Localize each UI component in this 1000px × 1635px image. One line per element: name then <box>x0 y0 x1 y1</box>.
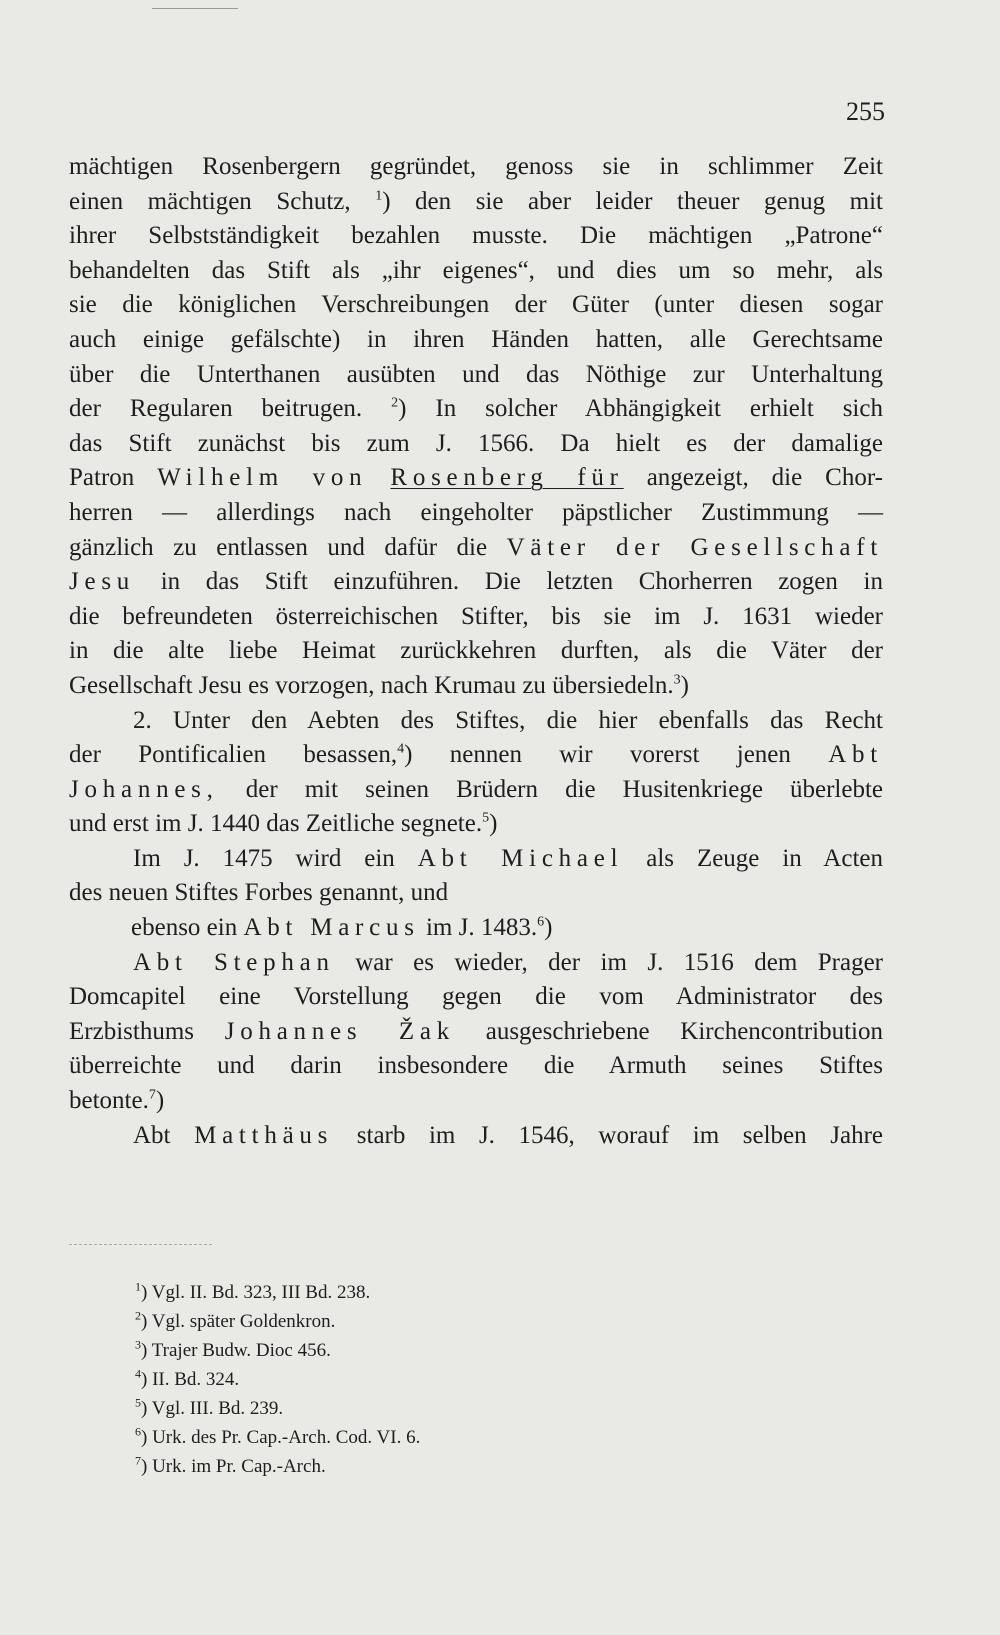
footnote: $^7$) Urk. im Pr. Cap.-Arch. <box>135 1453 326 1477</box>
text-line: herren — allerdings nach eingeholter päpstlicher Zustimmung — <box>69 498 884 526</box>
text-line: gänzlich zu entlassen und dafür die Väter der Gesellschaft <box>69 533 884 561</box>
text-line: behandelten das Stift als „ihr eigenes“, und dies um so mehr, als <box>69 256 883 284</box>
footnote-mark: 4 <box>135 1366 141 1381</box>
text-line: mächtigen Rosenbergern gegründet, genoss sie in schlimmer Zeit <box>69 153 883 180</box>
footnote: $^4$) II. Bd. 324. <box>135 1366 240 1390</box>
footnote-ref: 5 <box>482 810 490 826</box>
text-line: Im J. 1475 wird ein Abt Michael als Zeuge in Acten <box>133 844 884 872</box>
footnote-ref: 6 <box>537 914 545 930</box>
spaced-name: Abt <box>828 741 883 769</box>
footnote: $^3$) Trajer Budw. Dioc 456. <box>135 1337 331 1361</box>
footnote: $^2$) Vgl. später Goldenkron. <box>135 1308 336 1332</box>
spaced-name: Jesu <box>69 568 136 596</box>
footnote-separator <box>69 1244 212 1245</box>
spaced-name: Abt Marcus <box>243 914 420 942</box>
footnote-ref: 3 <box>673 672 681 688</box>
footnote-ref: 7 <box>148 1087 156 1103</box>
text-line: Johannes, der mit seinen Brüdern die Husitenkriege überlebte <box>69 775 883 803</box>
footnote-mark: 3 <box>135 1337 141 1352</box>
footnote-mark: 2 <box>135 1308 141 1323</box>
text-line: des neuen Stiftes Forbes genannt, und <box>69 879 449 907</box>
spaced-name: Abt Stephan <box>133 948 335 976</box>
footnote-mark: 6 <box>135 1424 141 1439</box>
text-line: Erzbisthums Johannes Žak ausgeschriebene Kirchencontribution <box>69 1017 883 1045</box>
text-line: ebenso ein Abt Marcus im J. 1483.$^6$) <box>131 914 553 942</box>
text-line: und erst im J. 1440 das Zeitliche segnete.$^5$) <box>69 810 498 838</box>
text-line: das Stift zunächst bis zum J. 1566. Da hielt es der damalige <box>69 429 883 457</box>
text-line: betonte.$^7$) <box>69 1087 165 1115</box>
footnote-mark: 5 <box>135 1395 141 1410</box>
footnote-mark: 7 <box>135 1453 141 1468</box>
footnote-ref: 4 <box>397 741 405 757</box>
spaced-name: Wilhelm von <box>157 464 368 492</box>
text-line: 2. Unter den Aebten des Stiftes, die hier ebenfalls das Recht <box>133 706 883 734</box>
footnote: $^6$) Urk. des Pr. Cap.-Arch. Cod. VI. 6. <box>135 1424 421 1448</box>
spaced-name: Väter der Gesellschaft <box>506 533 884 561</box>
text-line: Abt Matthäus starb im J. 1546, worauf im selben Jahre <box>133 1121 884 1149</box>
footnote-mark: 1 <box>135 1279 141 1294</box>
text-line: die befreundeten österreichischen Stifter, bis sie im J. 1631 wieder <box>69 602 883 630</box>
text-line: der Regularen beitrugen. $^2$) In solcher Abhängigkeit erhielt sich <box>69 395 883 423</box>
page-number: 255 <box>846 97 885 126</box>
text-line: ihrer Selbstständigkeit bezahlen musste. Die mächtigen „Patrone“ <box>69 222 883 250</box>
text-line: über die Unterthanen ausübten und das Nöthige zur Unterhaltung <box>69 360 883 388</box>
footnote-ref: 2 <box>391 395 399 411</box>
text-line: auch einige gefälschte) in ihren Händen hatten, alle Gerechtsame <box>69 325 883 353</box>
spaced-name: Abt Michael <box>417 844 624 872</box>
spaced-name: Johannes Žak <box>224 1017 455 1045</box>
text-line: der Pontificalien besassen,$^4$) nennen wir vorerst jenen Abt <box>69 741 883 769</box>
text-line: Jesu in das Stift einzuführen. Die letzten Chorherren zogen in <box>69 568 883 596</box>
underlined-name: Rosenberg für <box>390 464 624 492</box>
top-scan-line <box>152 8 238 9</box>
text-line: überreichte und darin insbesondere die Armuth seines Stiftes <box>69 1052 883 1080</box>
text-line: einen mächtigen Schutz, $^1$) den sie aber leider theuer genug mit <box>69 187 883 215</box>
text-line: Patron Wilhelm von Rosenberg für angezeigt, die Chor- <box>69 464 884 492</box>
text-line: sie die königlichen Verschreibungen der Güter (unter diesen sogar <box>69 291 883 319</box>
footnotes <box>135 1278 420 1481</box>
footnote-ref: 1 <box>375 188 383 204</box>
footnote: $^5$) Vgl. III. Bd. 239. <box>135 1395 284 1419</box>
text-line: Abt Stephan war es wieder, der im J. 1516 dem Prager <box>133 948 884 976</box>
text-line: Domcapitel eine Vorstellung gegen die vom Administrator des <box>69 983 883 1011</box>
spaced-name: Johannes, <box>69 775 219 803</box>
footnote: $^1$) Vgl. II. Bd. 323, III Bd. 238. <box>135 1279 371 1303</box>
body-text <box>69 150 883 1153</box>
text-line: Gesellschaft Jesu es vorzogen, nach Krumau zu übersiedeln.$^3$) <box>69 671 689 699</box>
text-line: in die alte liebe Heimat zurückkehren durften, als die Väter der <box>69 637 883 665</box>
spaced-name: Matthäus <box>194 1121 334 1149</box>
